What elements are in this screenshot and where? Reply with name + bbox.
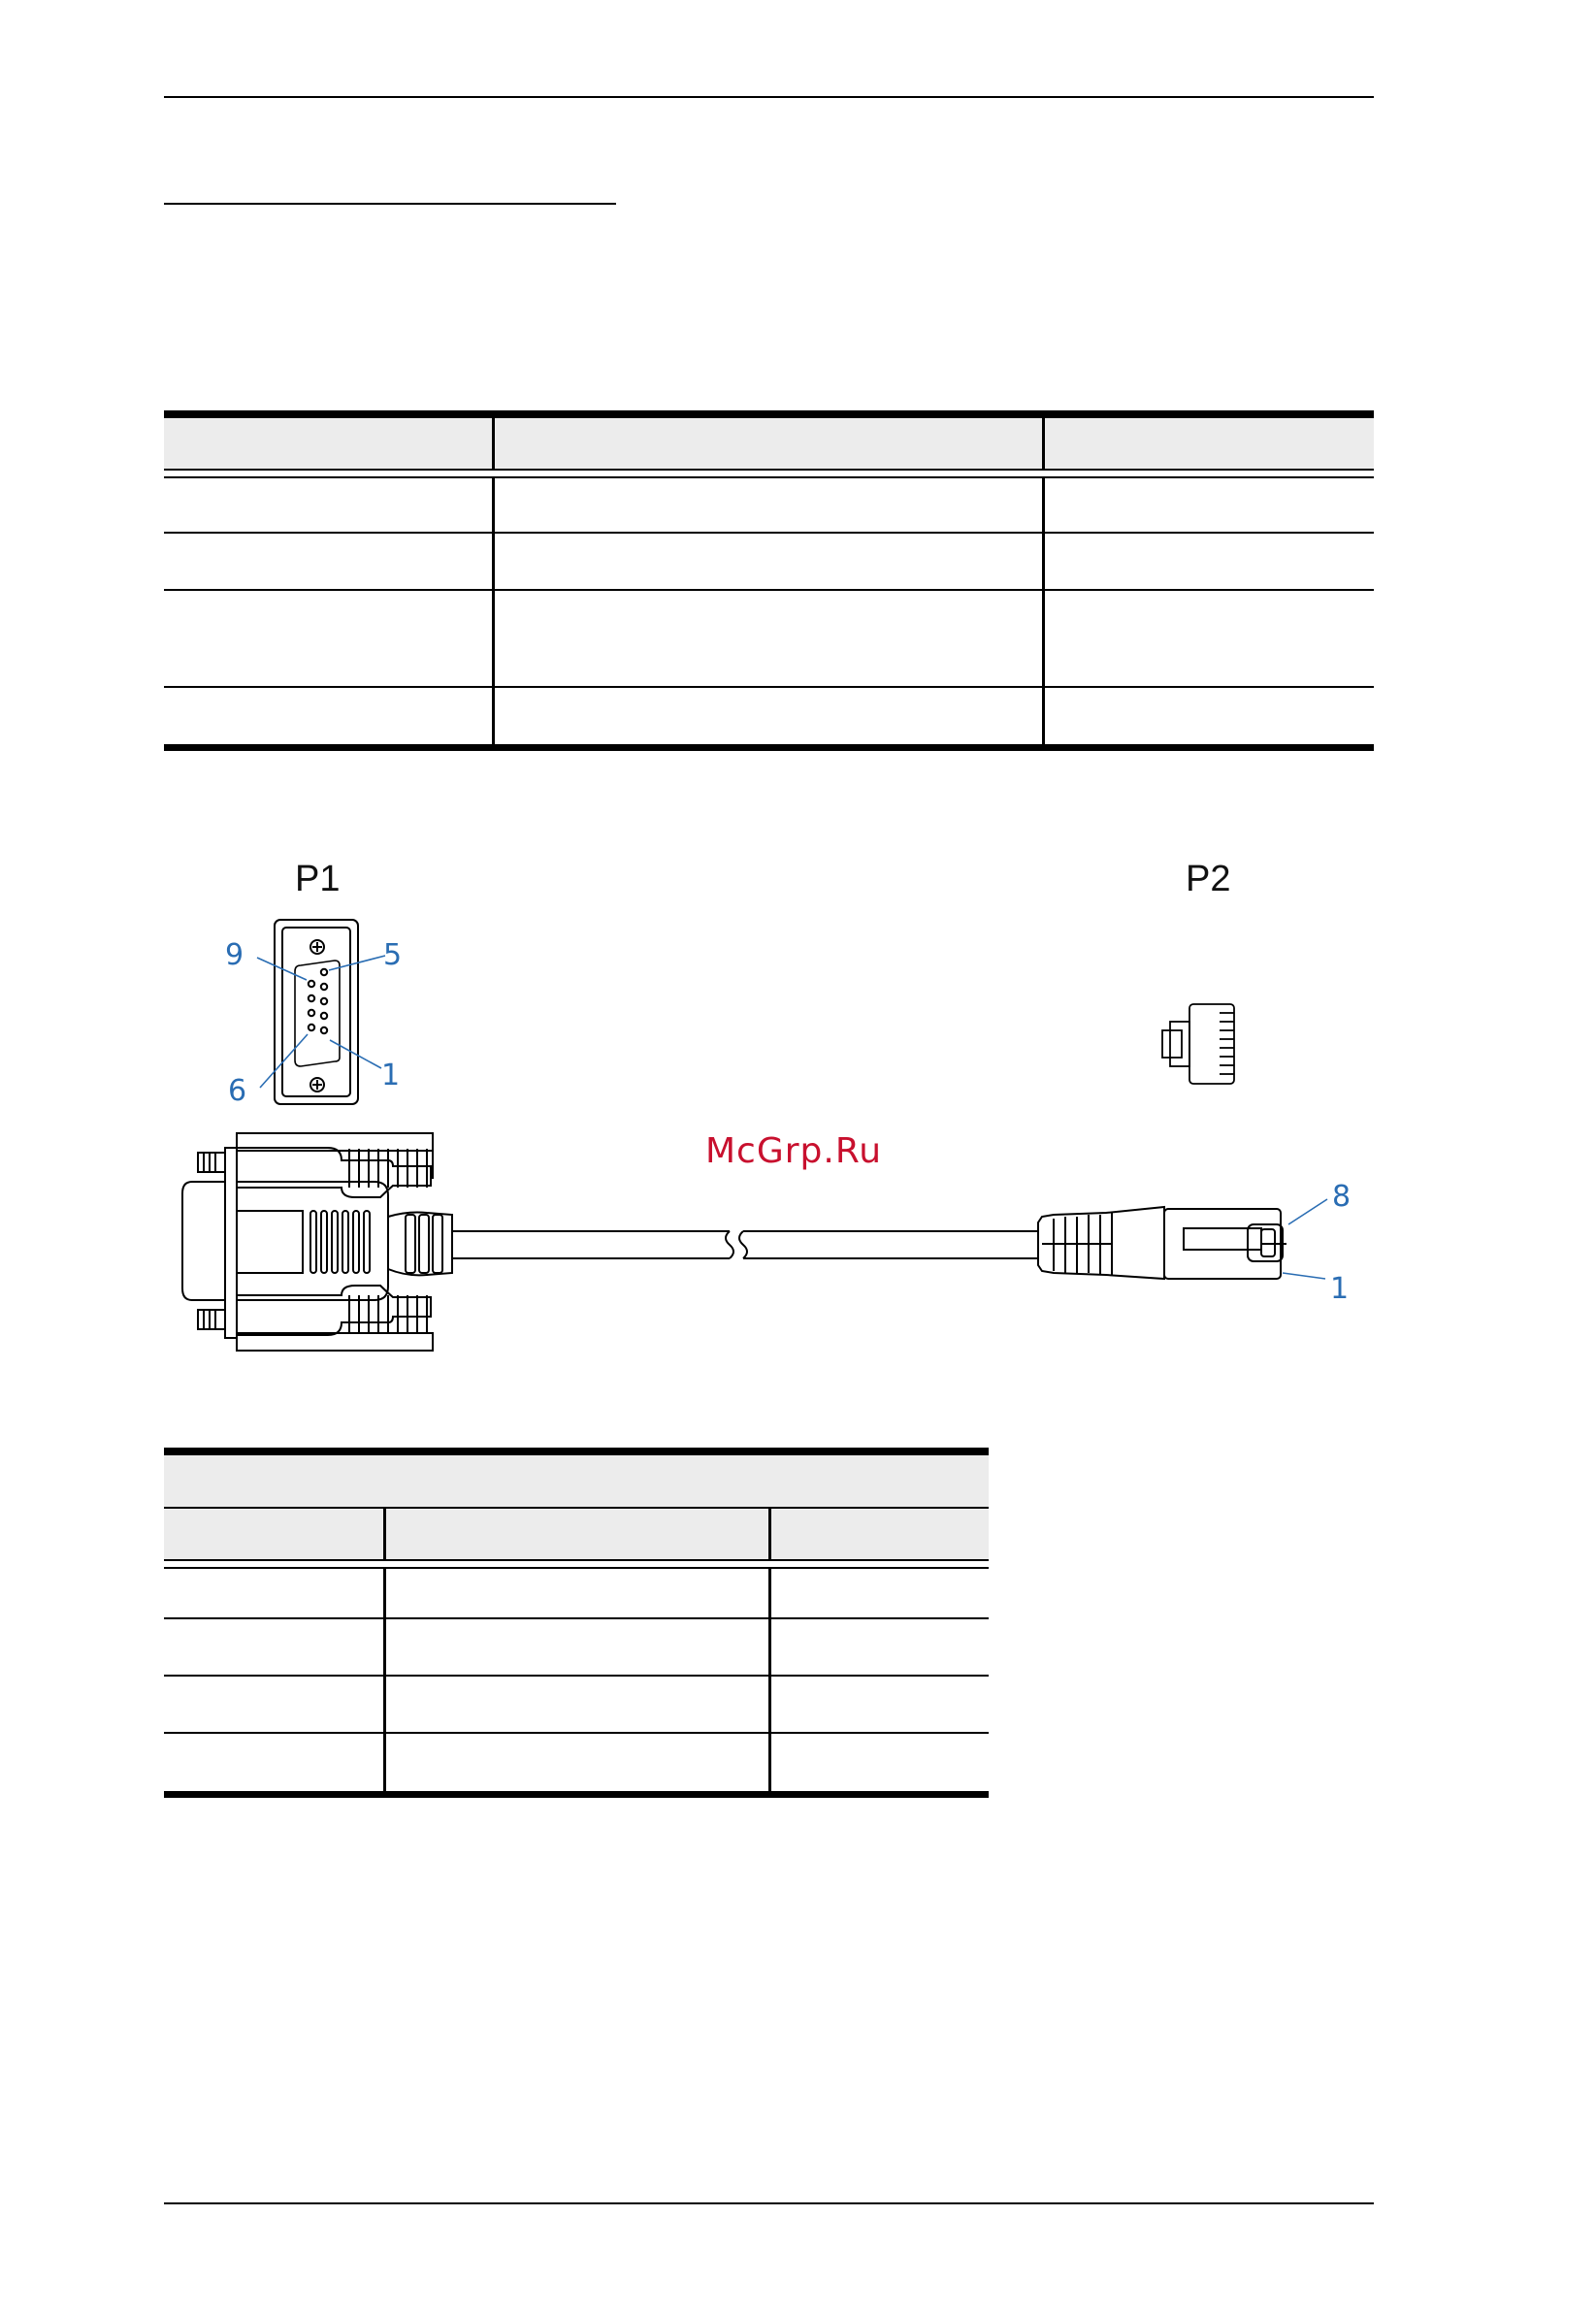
table-row [164, 1619, 989, 1677]
p1-label: P1 [295, 859, 341, 899]
table-row [164, 1734, 989, 1791]
rj45-pin-label-8: 8 [1332, 1180, 1352, 1214]
rj45-plug-icon [1162, 1004, 1234, 1084]
pin-label-1: 1 [381, 1059, 401, 1092]
p2-label: P2 [1186, 859, 1231, 899]
pinout-table-caption [164, 1455, 989, 1509]
rj45-pin-label-1: 1 [1330, 1272, 1350, 1306]
db9-face-icon [257, 920, 385, 1104]
watermark: McGrp.Ru [705, 1131, 883, 1171]
pin-label-9: 9 [225, 938, 244, 972]
pinout-table [164, 1448, 989, 1798]
pinout-table-header [164, 1509, 989, 1559]
serial-cable-icon [182, 1133, 1327, 1351]
table-row [164, 1569, 989, 1619]
table-row [164, 1677, 989, 1734]
pin-label-5: 5 [383, 938, 403, 972]
pin-label-6: 6 [228, 1074, 247, 1108]
